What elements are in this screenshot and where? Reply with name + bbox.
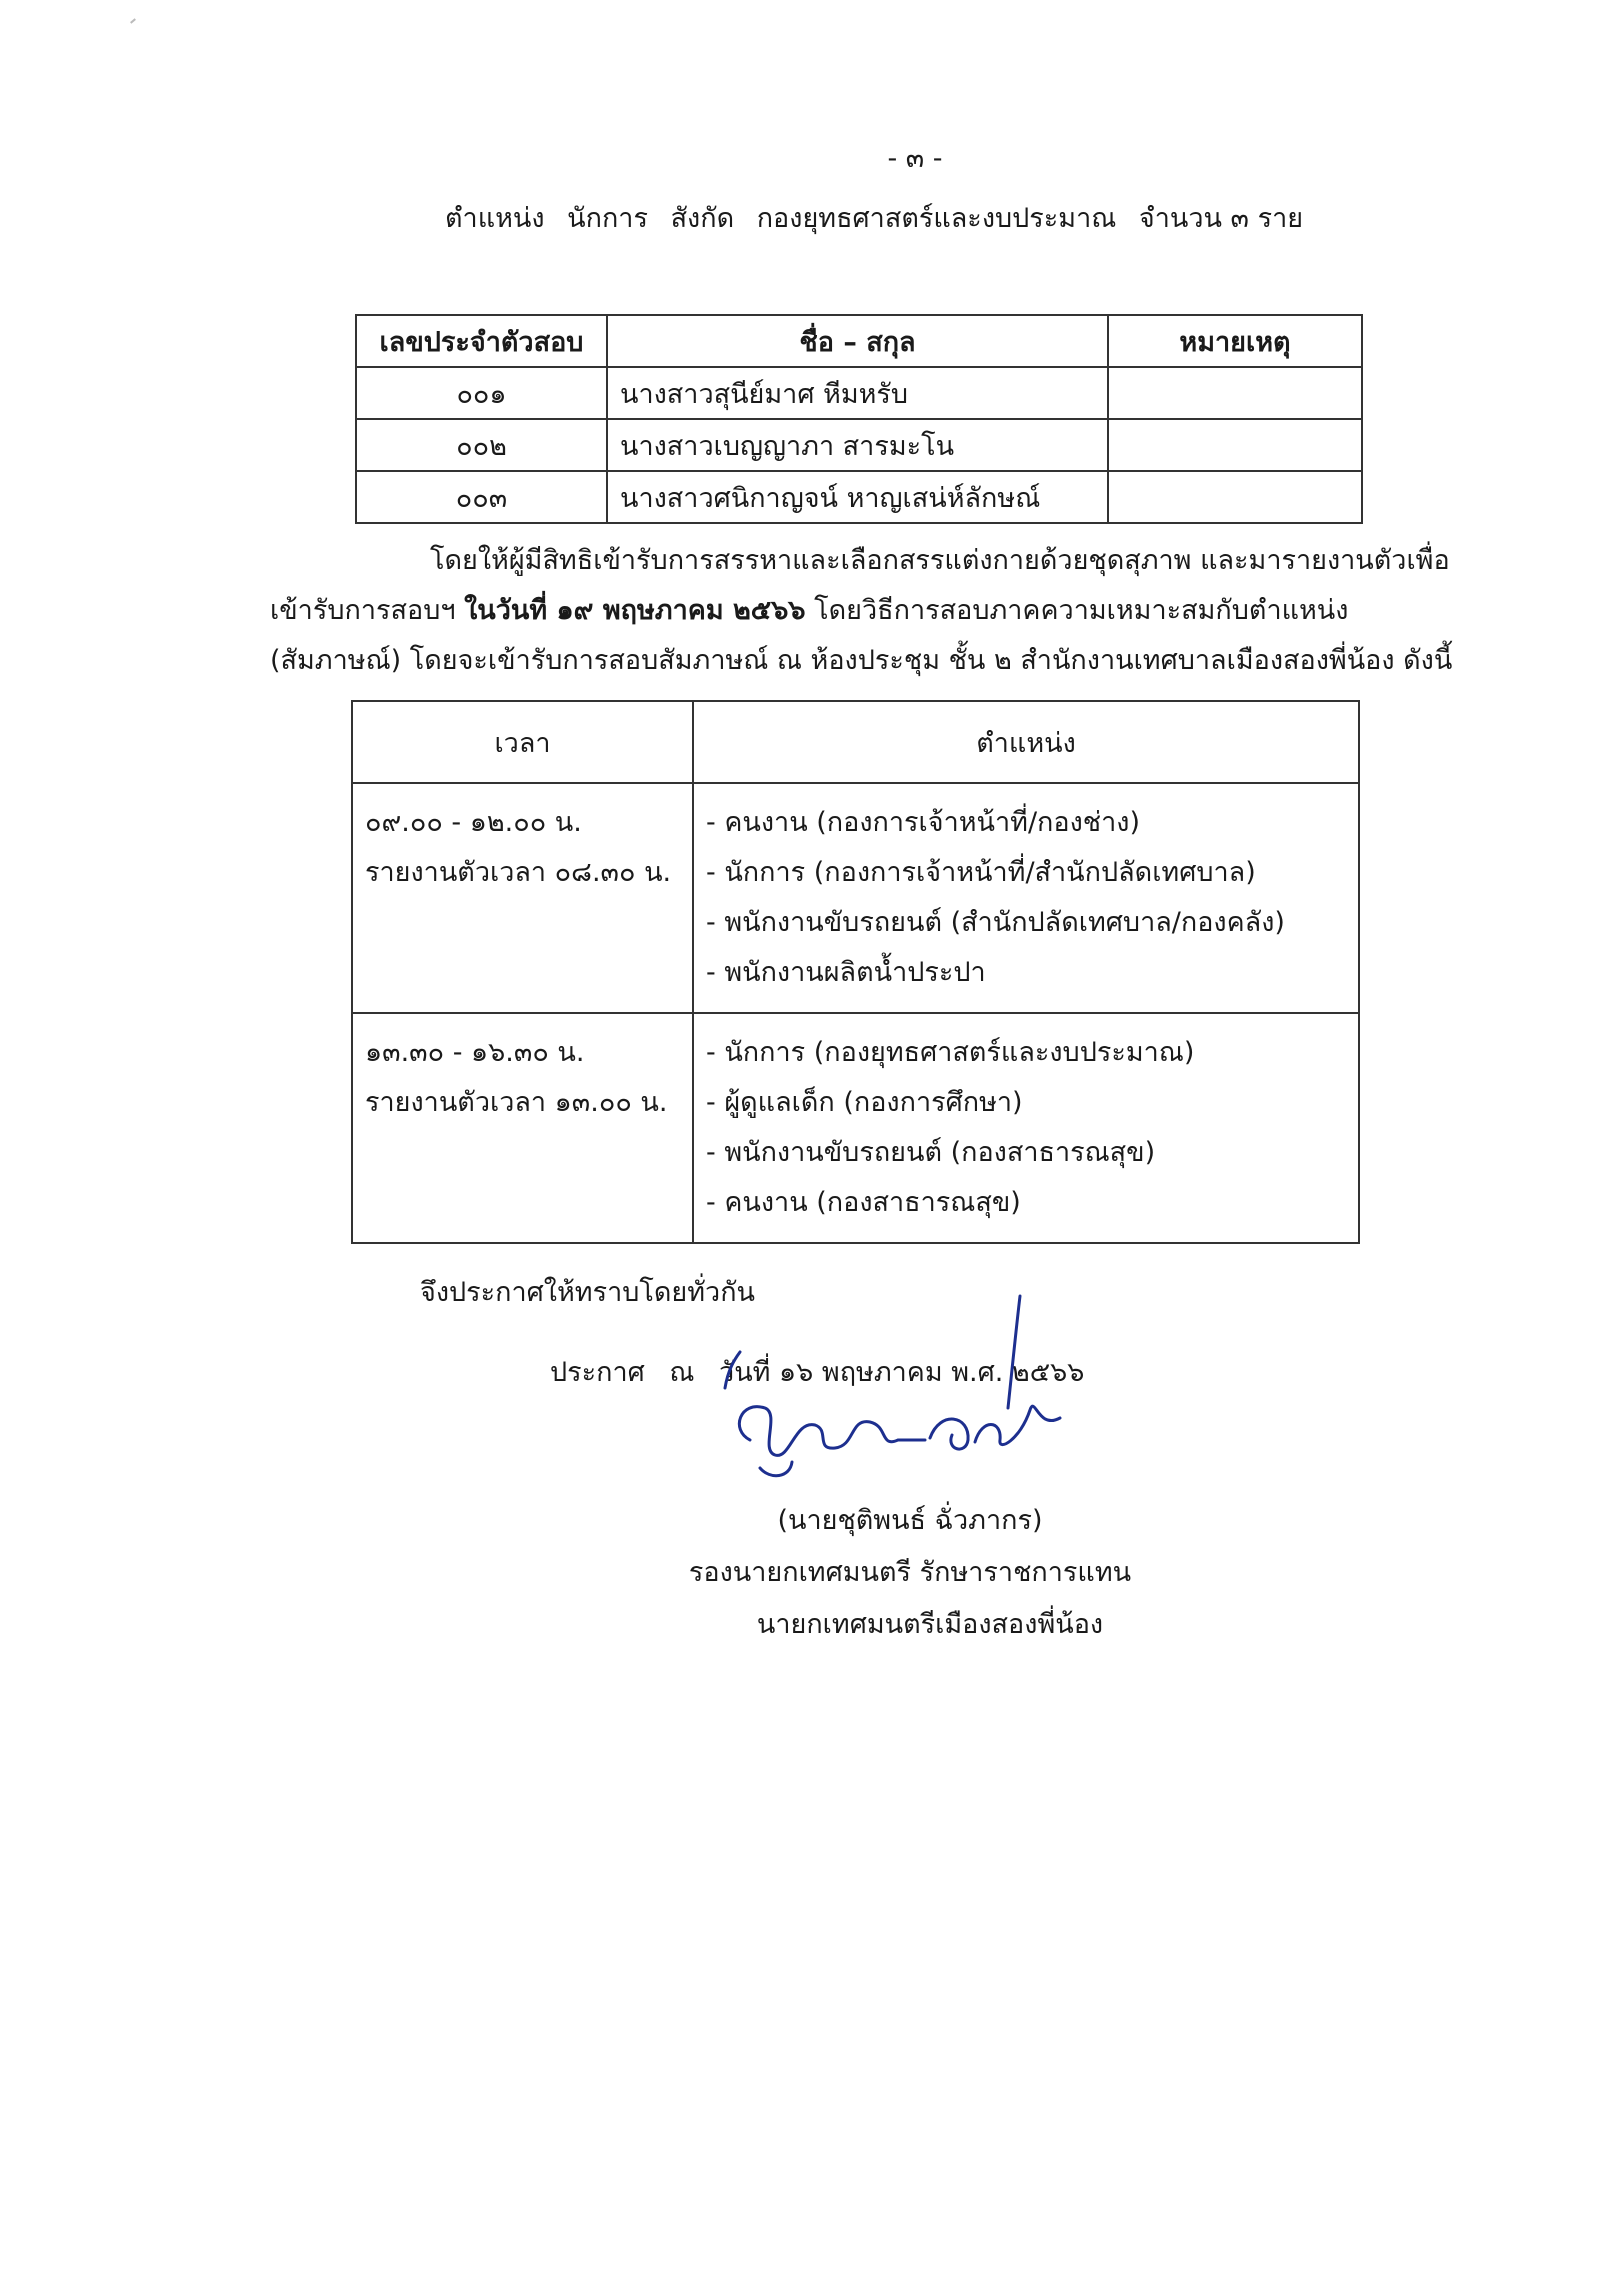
list-item: - ผู้ดูแลเด็ก (กองการศึกษา) — [706, 1087, 1023, 1118]
unit-value: กองยุทธศาสตร์และงบประมาณ — [756, 203, 1117, 234]
candidate-id: ๐๐๒ — [356, 419, 607, 471]
candidate-note — [1108, 367, 1362, 419]
unit-label: สังกัด — [670, 203, 735, 234]
list-item: - พนักงานผลิตน้ำประปา — [706, 957, 986, 988]
paragraph-line — [270, 586, 1500, 636]
session-positions-cell — [693, 1013, 1359, 1243]
session-time: ๑๓.๓๐ - ๑๖.๓๐ น. — [365, 1037, 585, 1068]
table-header-row — [356, 315, 1362, 367]
session-time-cell — [352, 783, 693, 1013]
session-time: ๐๙.๐๐ - ๑๒.๐๐ น. — [365, 807, 582, 838]
candidate-name: นางสาวศนิกาญจน์ หาญเสน่ห์ลักษณ์ — [607, 471, 1108, 523]
table-row — [356, 471, 1362, 523]
signatory-org-title: นายกเทศมนตรีเมืองสองพี่น้อง — [756, 1609, 1104, 1640]
col-header-id: เลขประจำตัวสอบ — [356, 315, 607, 367]
table-row — [352, 1013, 1359, 1243]
list-item: - พนักงานขับรถยนต์ (กองสาธารณสุข) — [706, 1137, 1156, 1168]
table-row — [356, 419, 1362, 471]
exam-date: ในวันที่ ๑๙ พฤษภาคม ๒๕๖๖ — [464, 595, 806, 626]
schedule-table — [351, 700, 1360, 1244]
list-item: - นักการ (กองยุทธศาสตร์และงบประมาณ) — [706, 1037, 1195, 1068]
col-header-note: หมายเหตุ — [1108, 315, 1362, 367]
paragraph-text: เข้ารับการสอบฯ — [270, 595, 465, 626]
col-header-positions: ตำแหน่ง — [693, 701, 1359, 783]
candidate-note — [1108, 419, 1362, 471]
table-row — [352, 783, 1359, 1013]
session-positions-cell — [693, 783, 1359, 1013]
paragraph-line: โดยให้ผู้มีสิทธิเข้ารับการสรรหาและเลือกสรรแต่งกายด้วยชุดสุภาพ และมารายงานตัวเพื่อ — [430, 545, 1450, 576]
list-item: - พนักงานขับรถยนต์ (สำนักปลัดเทศบาล/กองคลัง) — [706, 907, 1285, 938]
candidate-id: ๐๐๑ — [356, 367, 607, 419]
candidate-name: นางสาวสุนีย์มาศ หีมหรับ — [607, 367, 1108, 419]
paragraph-line: (สัมภาษณ์) โดยจะเข้ารับการสอบสัมภาษณ์ ณ ห้องประชุม ชั้น ๒ สำนักงานเทศบาลเมืองสองพี่น้อง ดังนี้ — [270, 645, 1453, 676]
declaration-date: วันที่ ๑๖ พฤษภาคม พ.ศ. ๒๕๖๖ — [719, 1357, 1085, 1388]
col-header-time: เวลา — [352, 701, 693, 783]
declaration-at: ณ — [669, 1357, 695, 1388]
list-item: - คนงาน (กองการเจ้าหน้าที่/กองช่าง) — [706, 807, 1140, 838]
page-number: - ๓ - — [887, 143, 943, 174]
session-report-time: รายงานตัวเวลา ๑๓.๐๐ น. — [365, 1087, 668, 1118]
heading — [445, 196, 1317, 239]
signatory-title: รองนายกเทศมนตรี รักษาราชการแทน — [688, 1557, 1132, 1588]
position-label: ตำแหน่ง — [445, 203, 545, 234]
candidate-name: นางสาวเบญญาภา สารมะโน — [607, 419, 1108, 471]
session-time-cell — [352, 1013, 693, 1243]
candidates-table — [355, 314, 1363, 524]
instructions-paragraph — [270, 536, 1500, 686]
paragraph-text: โดยวิธีการสอบภาคความเหมาะสมกับตำแหน่ง — [805, 595, 1349, 626]
list-item: - นักการ (กองการเจ้าหน้าที่/สำนักปลัดเทศบาล) — [706, 857, 1256, 888]
list-item: - คนงาน (กองสาธารณสุข) — [706, 1187, 1021, 1218]
table-header-row — [352, 701, 1359, 783]
count-label: จำนวน ๓ ราย — [1138, 203, 1304, 234]
session-report-time: รายงานตัวเวลา ๐๘.๓๐ น. — [365, 857, 672, 888]
signatory-block — [600, 1495, 1220, 1651]
scan-speck — [130, 18, 136, 23]
position-value: นักการ — [567, 203, 648, 234]
closing-statement: จึงประกาศให้ทราบโดยทั่วกัน — [420, 1277, 755, 1308]
signatory-name: (นายชุติพนธ์ ฉั่วภากร) — [777, 1505, 1043, 1536]
handwritten-signature — [720, 1290, 1080, 1490]
candidate-id: ๐๐๓ — [356, 471, 607, 523]
table-row — [356, 367, 1362, 419]
col-header-name: ชื่อ – สกุล — [607, 315, 1108, 367]
declaration-label: ประกาศ — [550, 1357, 645, 1388]
candidate-note — [1108, 471, 1362, 523]
